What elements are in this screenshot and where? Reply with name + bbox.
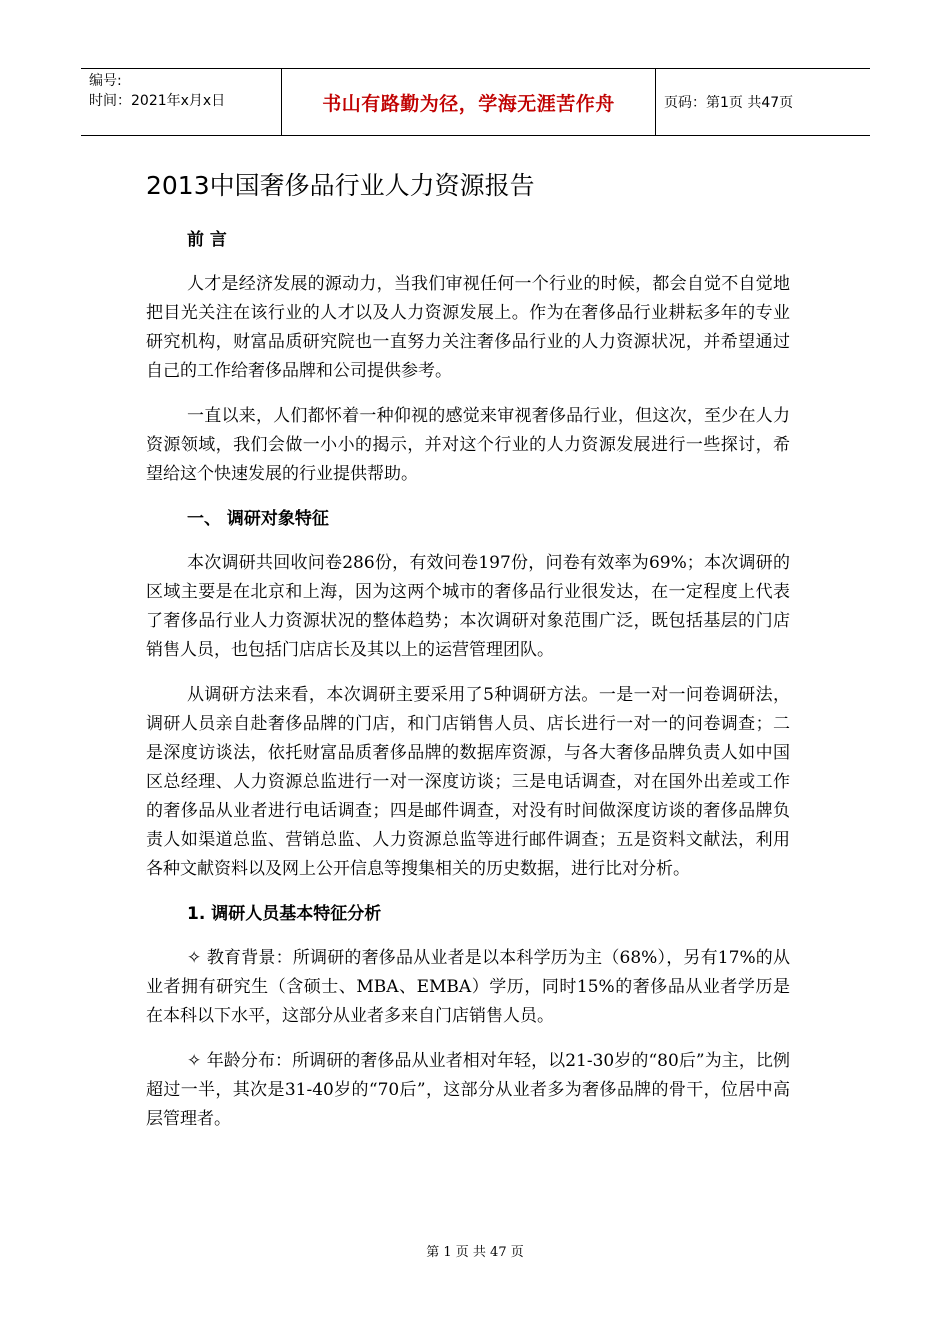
preface-paragraph-2: 一直以来，人们都怀着一种仰视的感觉来审视奢侈品行业，但这次，至少在人力资源领域，我们会做一小小的揭示，并对这个行业的人力资源发展进行一些探讨，希望给这个快速发展的行业提供帮助。 xyxy=(146,406,790,484)
page-footer: 第 1 页 共 47 页 xyxy=(426,1245,524,1260)
section-1-paragraph-1: 本次调研共回收问卷286份，有效问卷197份，问卷有效率为69%；本次调研的区域主要是在北京和上海，因为这两个城市的奢侈品行业很发达，在一定程度上代表了奢侈品行业人力资源状况的整体趋势；本次调研对象范围广泛，既包括基层的门店销售人员，也包括门店店长及其以上的运营管理团队。 xyxy=(146,553,790,660)
preface-paragraph-1: 人才是经济发展的源动力，当我们审视任何一个行业的时候，都会自觉不自觉地把目光关注在该行业的人才以及人力资源发展上。作为在奢侈品行业耕耘多年的专业研究机构，财富品质研究院也一直努力关注奢侈品行业的人力资源状况，并希望通过自己的工作给奢侈品牌和公司提供参考。 xyxy=(146,274,790,381)
bullet-age-text: 年龄分布：所调研的奢侈品从业者相对年轻，以21-30岁的“80后”为主，比例超过一半，其次是31-40岁的“70后”，这部分从业者多为奢侈品牌的骨干，位居中高层管理者。 xyxy=(146,1051,790,1129)
diamond-bullet-icon: ✧ xyxy=(187,1051,202,1071)
section-1-paragraph-2: 从调研方法来看，本次调研主要采用了5种调研方法。一是一对一问卷调研法，调研人员亲自赴奢侈品牌的门店，和门店销售人员、店长进行一对一的问卷调查；二是深度访谈法，依托财富品质奢侈品牌的数据库资源，与各大奢侈品牌负责人如中国区总经理、人力资源总监进行一对一深度访谈；三是电话调查，对在国外出差或工作的奢侈品从业者进行电话调查；四是邮件调查，对没有时间做深度访谈的奢侈品牌负责人如渠道总监、营销总监、人力资源总监等进行邮件调查；五是资料文献法，利用各种文献资料以及网上公开信息等搜集相关的历史数据，进行比对分析。 xyxy=(146,685,790,879)
section-1-heading: 一、 调研对象特征 xyxy=(187,509,329,529)
bullet-age xyxy=(146,1047,790,1134)
bullet-education xyxy=(146,944,790,1031)
document-time-label: 时间：2021年x月x日 xyxy=(89,93,226,109)
header-motto: 书山有路勤为径，学海无涯苦作舟 xyxy=(282,69,656,135)
preface-heading: 前 言 xyxy=(187,230,227,250)
document-body xyxy=(146,226,790,1150)
document-number-label: 编号: xyxy=(89,73,122,89)
bullet-education-text: 教育背景：所调研的奢侈品从业者是以本科学历为主（68%），另有17%的从业者拥有研究生（含硕士、MBA、EMBA）学历，同时15%的奢侈品从业者学历是在本科以下水平，这部分从业者多来自门店销售人员。 xyxy=(146,948,790,1026)
diamond-bullet-icon: ✧ xyxy=(187,948,202,968)
header-page-number: 页码：第1页 共47页 xyxy=(664,95,794,111)
document-title: 2013中国奢侈品行业人力资源报告 xyxy=(146,171,535,200)
subsection-1-heading: 1. 调研人员基本特征分析 xyxy=(187,904,382,924)
header-meta-cell xyxy=(81,69,282,135)
page-header xyxy=(81,68,870,136)
